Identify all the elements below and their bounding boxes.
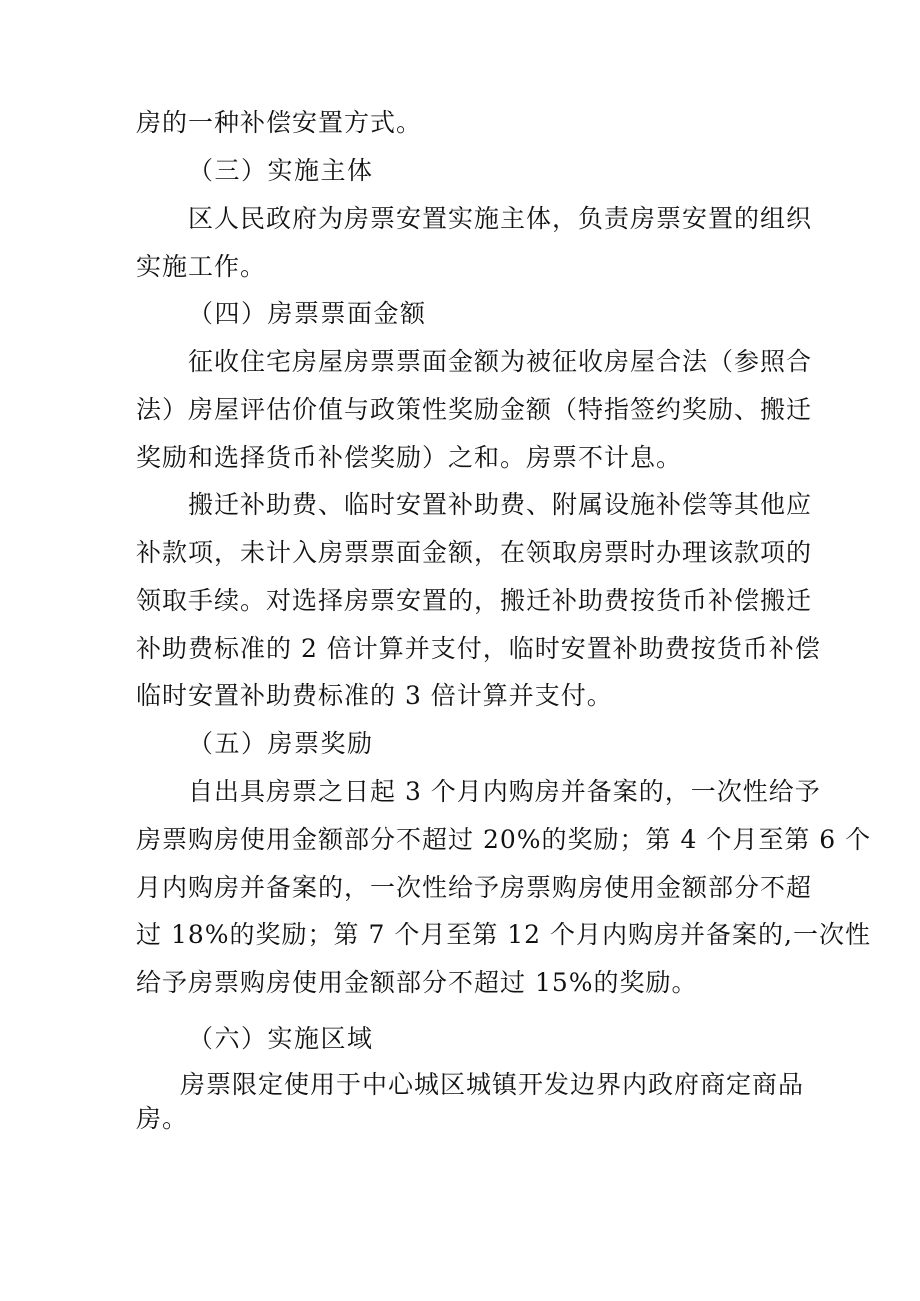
paragraph-line: 补款项，未计入房票票面金额，在领取房票时办理该款项的 bbox=[136, 538, 813, 567]
paragraph-line: 给予房票购房使用金额部分不超过 15%的奖励。 bbox=[136, 968, 698, 997]
section-heading-four: （四）房票票面金额 bbox=[188, 299, 427, 328]
section-heading-three: （三）实施主体 bbox=[188, 156, 374, 185]
section-heading-six: （六）实施区域 bbox=[188, 1024, 374, 1053]
paragraph-line: 实施工作。 bbox=[136, 252, 267, 281]
paragraph-line: 房。 bbox=[136, 1104, 189, 1133]
paragraph-line: 领取手续。对选择房票安置的，搬迁补助费按货币补偿搬迁 bbox=[136, 586, 813, 615]
paragraph-line: 区人民政府为房票安置实施主体，负责房票安置的组织 bbox=[188, 204, 813, 233]
paragraph-line: 奖励和选择货币补偿奖励）之和。房票不计息。 bbox=[136, 443, 683, 472]
paragraph-line: 过 18%的奖励；第 7 个月至第 12 个月内购房并备案的,一次性 bbox=[136, 920, 871, 949]
paragraph-line: 补助费标准的 2 倍计算并支付，临时安置补助费按货币补偿 bbox=[136, 634, 821, 663]
paragraph-line: 房票购房使用金额部分不超过 20%的奖励；第 4 个月至第 6 个 bbox=[136, 825, 872, 854]
paragraph-line: 法）房屋评估价值与政策性奖励金额（特指签约奖励、搬迁 bbox=[136, 395, 813, 424]
continuation-text: 房的一种补偿安置方式。 bbox=[136, 108, 423, 137]
paragraph-line: 自出具房票之日起 3 个月内购房并备案的，一次性给予 bbox=[188, 777, 821, 806]
paragraph-line: 房票限定使用于中心城区城镇开发边界内政府商定商品 bbox=[180, 1070, 805, 1099]
section-heading-five: （五）房票奖励 bbox=[188, 729, 374, 758]
paragraph-line: 征收住宅房屋房票票面金额为被征收房屋合法（参照合 bbox=[188, 347, 813, 376]
paragraph-line: 搬迁补助费、临时安置补助费、附属设施补偿等其他应 bbox=[188, 490, 813, 519]
paragraph-line: 临时安置补助费标准的 3 倍计算并支付。 bbox=[136, 681, 613, 710]
paragraph-line: 月内购房并备案的，一次性给予房票购房使用金额部分不超 bbox=[136, 873, 813, 902]
